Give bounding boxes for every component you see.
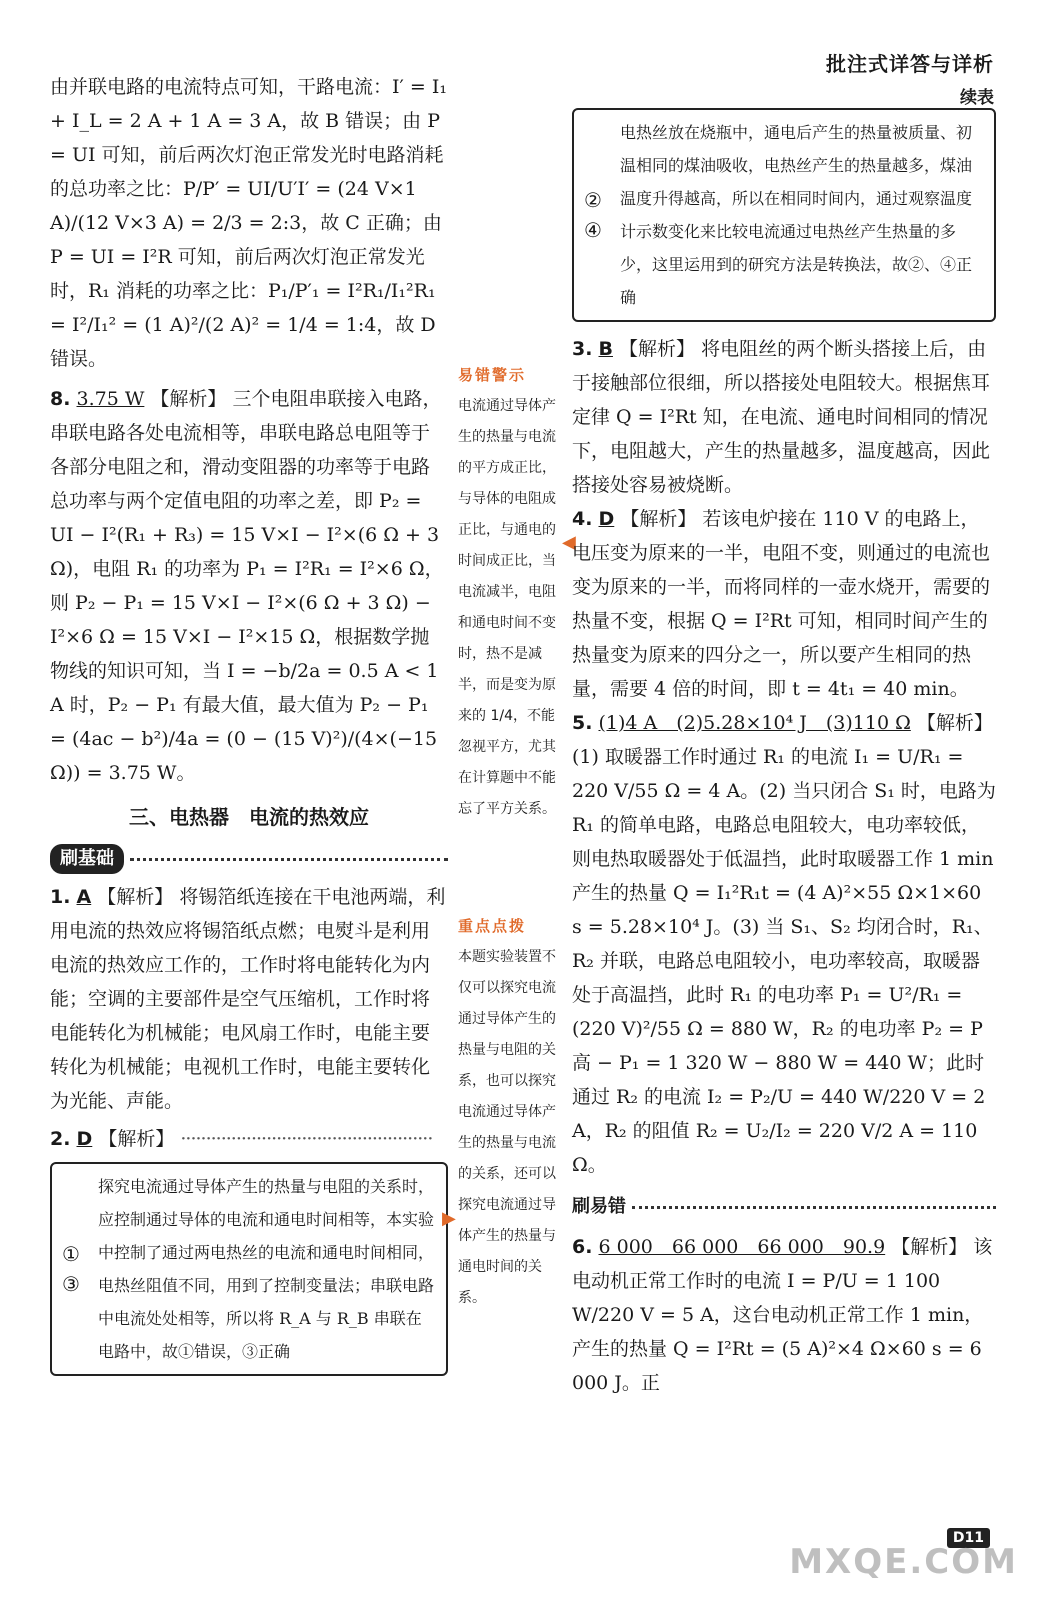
question-4 [572, 502, 996, 706]
question-2 [50, 1122, 448, 1156]
analysis-text: 该电动机正常工作时的电流 I = P/U = 1 100 W/220 V = 5 A，这台电动机正常工作 1 min，产生的热量 Q = I²Rt = (5 A)²×4 Ω×60 s = 6 000 J。正 [572, 1236, 993, 1394]
question-5 [572, 706, 996, 1182]
option-marks: ② ④ [584, 188, 602, 242]
banner-errors [572, 1190, 996, 1224]
analysis-text: (1) 取暖器工作时通过 R₁ 的电流 I₁ = U/R₁ = 220 V/55 Ω = 4 A。(2) 当只闭合 S₁ 时，电路为 R₁ 的简单电路，电路总电阻较大，电功率较低，则电热取暖器处于低温挡，此时取暖器工作 1 min 产生的热量 Q = I₁²R₁t = (4 A)²×55 Ω×1×60 s = 5.28×10⁴ J。(3) 当 S₁、S₂ 均闭合时，R₁、R₂ 并联，电路总电阻较小，电功率较高，取暖器处于高温挡，此时 R₁ 的电功率 P₁ = U²/R₁ = (220 V)²/55 Ω = 880 W，R₂ 的电功率 P₂ = P高 − P₁ = 1 320 W − 880 W = 440 W；此时通过 R₂ 的电流 I₂ = P₂/U = 440 W/220 V = 2 A，R₂ 的阻值 R₂ = U₂/I₂ = 220 V/2 A = 110 Ω。 [572, 746, 996, 1176]
header-continued: 续表 [960, 88, 994, 108]
annotation-box-2 [572, 108, 996, 322]
note-title-key: 重点点拨 [458, 917, 527, 935]
analysis-tag: 【解析】 [620, 508, 697, 530]
analysis-text: 若该电炉接在 110 V 的电路上，电压变为原来的一半，电阻不变，则通过的电流也变为原来的一半，而将同样的一壶水烧开，需要的热量不变，根据 Q = I²Rt 可知，相同时间产生的热量变为原来的四分之一，所以要产生相同的热量，需要 4 倍的时间，即 t = 4t₁ = 40 min。 [572, 508, 991, 700]
section-title: 三、电热器 电流的热效应 [129, 805, 369, 829]
dotted-divider [632, 1206, 996, 1209]
dotted-divider [130, 858, 448, 861]
annotation-box-1 [50, 1162, 448, 1376]
paragraph: 由并联电路的电流特点可知，干路电流：I′ = I₁ + I_L = 2 A + 1 A = 3 A，故 B 错误；由 P = UI 可知，前后两次灯泡正常发光时电路消耗的总功率之比：P/P′ = UI/U′I′ = (24 V×1 A)/(12 V×3 A) = 2/3 = 2:3，故 C 正确；由 P = UI = I²R 可知，前后两次灯泡正常发光时，R₁ 消耗的功率之比：P₁/P′₁ = I²R₁/I₁²R₁ = I²/I₁² = (1 A)²/(2 A)² = 1/4 = 1:4，故 D 错误。 [50, 76, 447, 370]
analysis-tag: 【解析】 [98, 1128, 175, 1150]
answer: 3.75 W [76, 388, 145, 410]
question-number: 5. [572, 712, 593, 734]
left-column [50, 70, 448, 1376]
analysis-text: 将电阻丝的两个断头搭接上后，由于接触部位很细，所以搭接处电阻较大。根据焦耳定律 Q = I²Rt 知，在电流、通电时间相同的情况下，电阻越大，产生的热量越多，温度越高，因此搭接处容易被烧断。 [572, 338, 991, 496]
question-1 [50, 880, 448, 1118]
question-number: 2. [50, 1128, 71, 1150]
analysis-tag: 【解析】 [97, 886, 174, 908]
right-column [572, 108, 996, 1400]
analysis-text: 三个电阻串联接入电路，串联电路各处电流相等，串联电路总电阻等于各部分电阻之和，滑动变阻器的功率等于电路总功率与两个定值电阻的功率之差，即 P₂ = UI − I²(R₁ + R₃) = 15 V×I − I²×(6 Ω + 3 Ω)，电阻 R₁ 的功率为 P₁ = I²R₁ = I²×6 Ω，则 P₂ − P₁ = 15 V×I − I²×(6 Ω + 3 Ω) − I²×6 Ω = 15 V×I − I²×15 Ω，根据数学抛物线的知识可知，当 I = −b/2a = 0.5 A < 1 A 时，P₂ − P₁ 有最大值，最大值为 P₂ − P₁ = (4ac − b²)/4a = (0 − (15 V)²)/(4×(−15 Ω)) = 3.75 W。 [50, 388, 444, 784]
banner-label: 刷基础 [50, 844, 124, 874]
box-text: 电热丝放在烧瓶中，通电后产生的热量被质量、初温相同的煤油吸收，电热丝产生的热量越多，煤油温度升得越高，所以在相同时间内，通过观察温度计示数变化来比较电流通过电热丝产生热量的多少，这里运用到的研究方法是转换法，故②、④正确 [620, 123, 973, 307]
analysis-text: 将锡箔纸连接在干电池两端，利用电流的热效应将锡箔纸点燃；电熨斗是利用电流的热效应工作的，工作时将电能转化为内能；空调的主要部件是空气压缩机，工作时将电能转化为机械能；电风扇工作时，电能主要转化为机械能；电视机工作时，电能主要转化为光能、声能。 [50, 886, 446, 1112]
page-number: D11 [947, 1528, 990, 1548]
answer: 6 000 66 000 66 000 90.9 [598, 1236, 886, 1258]
note-text-key: 本题实验装置不仅可以探究电流通过导体产生的热量与电阻的关系，也可以探究电流通过导体产生的热量与电流的关系，还可以探究电流通过导体产生的热量与通电时间的关系。 [458, 949, 556, 1306]
question-3 [572, 332, 996, 502]
banner-label: 刷易错 [572, 1196, 626, 1217]
watermark-logo: MXQE.COM [789, 1542, 1018, 1582]
question-number: 4. [572, 508, 593, 530]
answer: B [598, 338, 613, 360]
answer: (1)4 A (2)5.28×10⁴ J (3)110 Ω [598, 712, 911, 734]
box-text: 探究电流通过导体产生的热量与电阻的关系时，应控制通过导体的电流和通电时间相等，本实验中控制了通过两电热丝的电流和通电时间相同，电热丝阻值不同，用到了控制变量法；串联电路中电流处处相等，所以将 R_A 与 R_B 串联在电路中，故①错误，③正确 [98, 1177, 435, 1361]
answer: D [598, 508, 615, 530]
note-title-errors: 易错警示 [458, 366, 527, 384]
analysis-tag: 【解析】 [891, 1236, 968, 1258]
analysis-tag: 【解析】 [619, 338, 696, 360]
answer: D [76, 1128, 93, 1150]
question-number: 1. [50, 886, 71, 908]
question-number: 3. [572, 338, 593, 360]
option-marks: ① ③ [62, 1242, 80, 1296]
question-number: 8. [50, 388, 71, 410]
analysis-tag: 【解析】 [150, 388, 227, 410]
page-header [826, 48, 994, 108]
analysis-tag: 【解析】 [916, 712, 993, 734]
question-6 [572, 1230, 996, 1400]
note-text-errors: 电流通过导体产生的热量与电流的平方成正比，与导体的电阻成正比，与通电的时间成正比，当电流减半，电阻和通电时间不变时，热不是减半，而是变为原来的 1/4，不能忽视平方，尤其在计算题中不能忘了平方关系。 [458, 398, 556, 817]
answer: A [76, 886, 92, 908]
dotted-leader: ·················································· [180, 1128, 433, 1150]
pointer-arrow-icon: ◀ [562, 532, 576, 553]
header-title: 批注式详答与详析 [826, 52, 994, 76]
question-8 [50, 382, 448, 790]
question-number: 6. [572, 1236, 593, 1258]
pointer-arrow-icon: ▶ [442, 1208, 456, 1229]
margin-notes [458, 360, 566, 1314]
banner-basics [50, 844, 448, 874]
